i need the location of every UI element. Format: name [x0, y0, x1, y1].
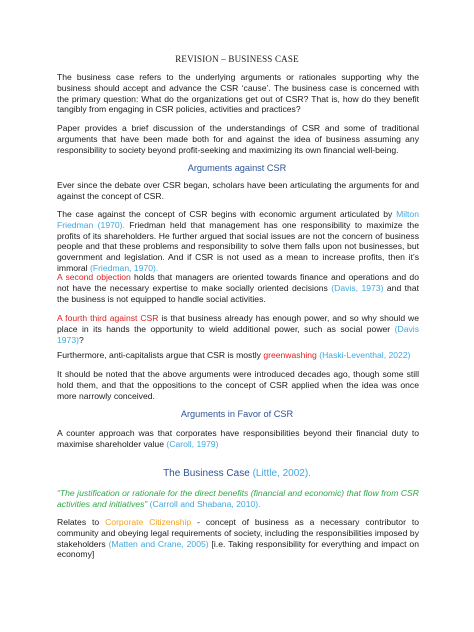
business-case-heading-text: The Business Case — [163, 468, 253, 479]
against-paragraph-6: It should be noted that the above arguments were introduced decades ago, though some still hold them, and that the oppositions to the concept of CSR applied when the idea was once more narrowly conceived. — [57, 369, 419, 401]
favor-p1-text: A counter approach was that corporates have responsibilities beyond their financial duty to maximise shareholder value — [57, 428, 419, 449]
intro-paragraph-1: The business case refers to the underlying arguments or rationales supporting why the business should accept and advance the CSR ‘cause’. The business case is concerned with the primary question: What do the organizations get out of CSR? That is, how do they benefit tangibly from engaging in CSR policies, activities and practices? — [57, 72, 419, 115]
second-objection-highlight: A second objection — [57, 272, 131, 282]
citation-davis-1973-b: (Davis 1973) — [57, 323, 419, 345]
against-paragraph-1: Ever since the debate over CSR began, scholars have been articulating the arguments for and against the concept of CSR. — [57, 180, 419, 201]
citation-friedman-1970: Milton Friedman (1970). — [57, 209, 419, 230]
citation-haski-leventhal-2022: (Haski-Leventhal, 2022) — [319, 350, 411, 360]
against-p5-text-a: Furthermore, anti-capitalists argue that CSR is mostly — [57, 350, 264, 360]
citation-davis-1973: (Davis, 1973) — [331, 282, 384, 293]
quote-text: “The justification or rationale for the direct benefits (financial and economic) that flow from CSR activities and initiatives” — [57, 488, 419, 509]
bc-p2-text-c: [i.e. Taking responsibility for everything and impact on economy] — [57, 538, 419, 560]
business-case-paragraph-2 — [57, 517, 419, 560]
against-paragraph-3 — [57, 272, 419, 304]
heading-business-case — [0, 468, 474, 479]
document-title: REVISION – BUSINESS CASE — [175, 54, 299, 64]
bc-p2-text-a: Relates to — [57, 517, 106, 527]
against-paragraph-5 — [57, 350, 419, 361]
against-p3-text-b: and that the business is not equipped to handle social activities. — [57, 282, 420, 304]
citation-friedman-1970-b: (Friedman, 1970). — [89, 262, 159, 273]
citation-carroll-shabana-2010: (Carroll and Shabana, 2010). — [147, 498, 261, 509]
against-p4-text-a: is that business already has enough power, and so why should we place in its hands the opportunity to wield additional power, such as social power — [57, 313, 420, 334]
against-paragraph-2 — [57, 209, 419, 274]
citation-caroll-1979: (Caroll, 1979) — [166, 438, 219, 449]
heading-arguments-in-favor: Arguments in Favor of CSR — [180, 409, 294, 419]
against-p4-text-b: ? — [78, 334, 84, 345]
fourth-objection-highlight: A fourth third against CSR — [57, 313, 159, 323]
against-paragraph-4 — [57, 313, 419, 345]
citation-little-2002: (Little, 2002). — [252, 468, 311, 479]
heading-arguments-against: Arguments against CSR — [187, 163, 287, 173]
intro-paragraph-2: Paper provides a brief discussion of the understandings of CSR and some of traditional arguments that have been made both for and against the idea of business assuming any responsibility to society beyond profit-seeking and maximizing its own financial well-being. — [57, 123, 419, 155]
favor-paragraph-1 — [57, 428, 419, 450]
against-p2-text-a: The case against the concept of CSR begins with economic argument articulated by — [57, 209, 397, 219]
greenwashing-highlight: greenwashing — [263, 350, 317, 360]
citation-matten-crane-2005: (Matten and Crane, 2005) — [108, 538, 209, 549]
corporate-citizenship-highlight: Corporate Citizenship — [105, 517, 192, 527]
bc-p2-text-b: - concept of business as a necessary contributor to community and obeying legal requirements of society, including the responsibilities imposed by stakeholders — [57, 517, 419, 549]
against-p2-text-b: Friedman held that management has one responsibility to maximize the profits of its shareholders. He further argued that social issues are not the concern of business people and that these problems and responsibility to solve them falls upon not businesses, but government and legislation. And if CSR is not used as a mean to increase profits, then it’s immoral — [57, 219, 419, 273]
against-p3-text-a: holds that managers are oriented towards finance and operations and do not have the necessary expertise to make socially oriented decisions — [57, 272, 419, 293]
business-case-quote — [57, 488, 419, 510]
